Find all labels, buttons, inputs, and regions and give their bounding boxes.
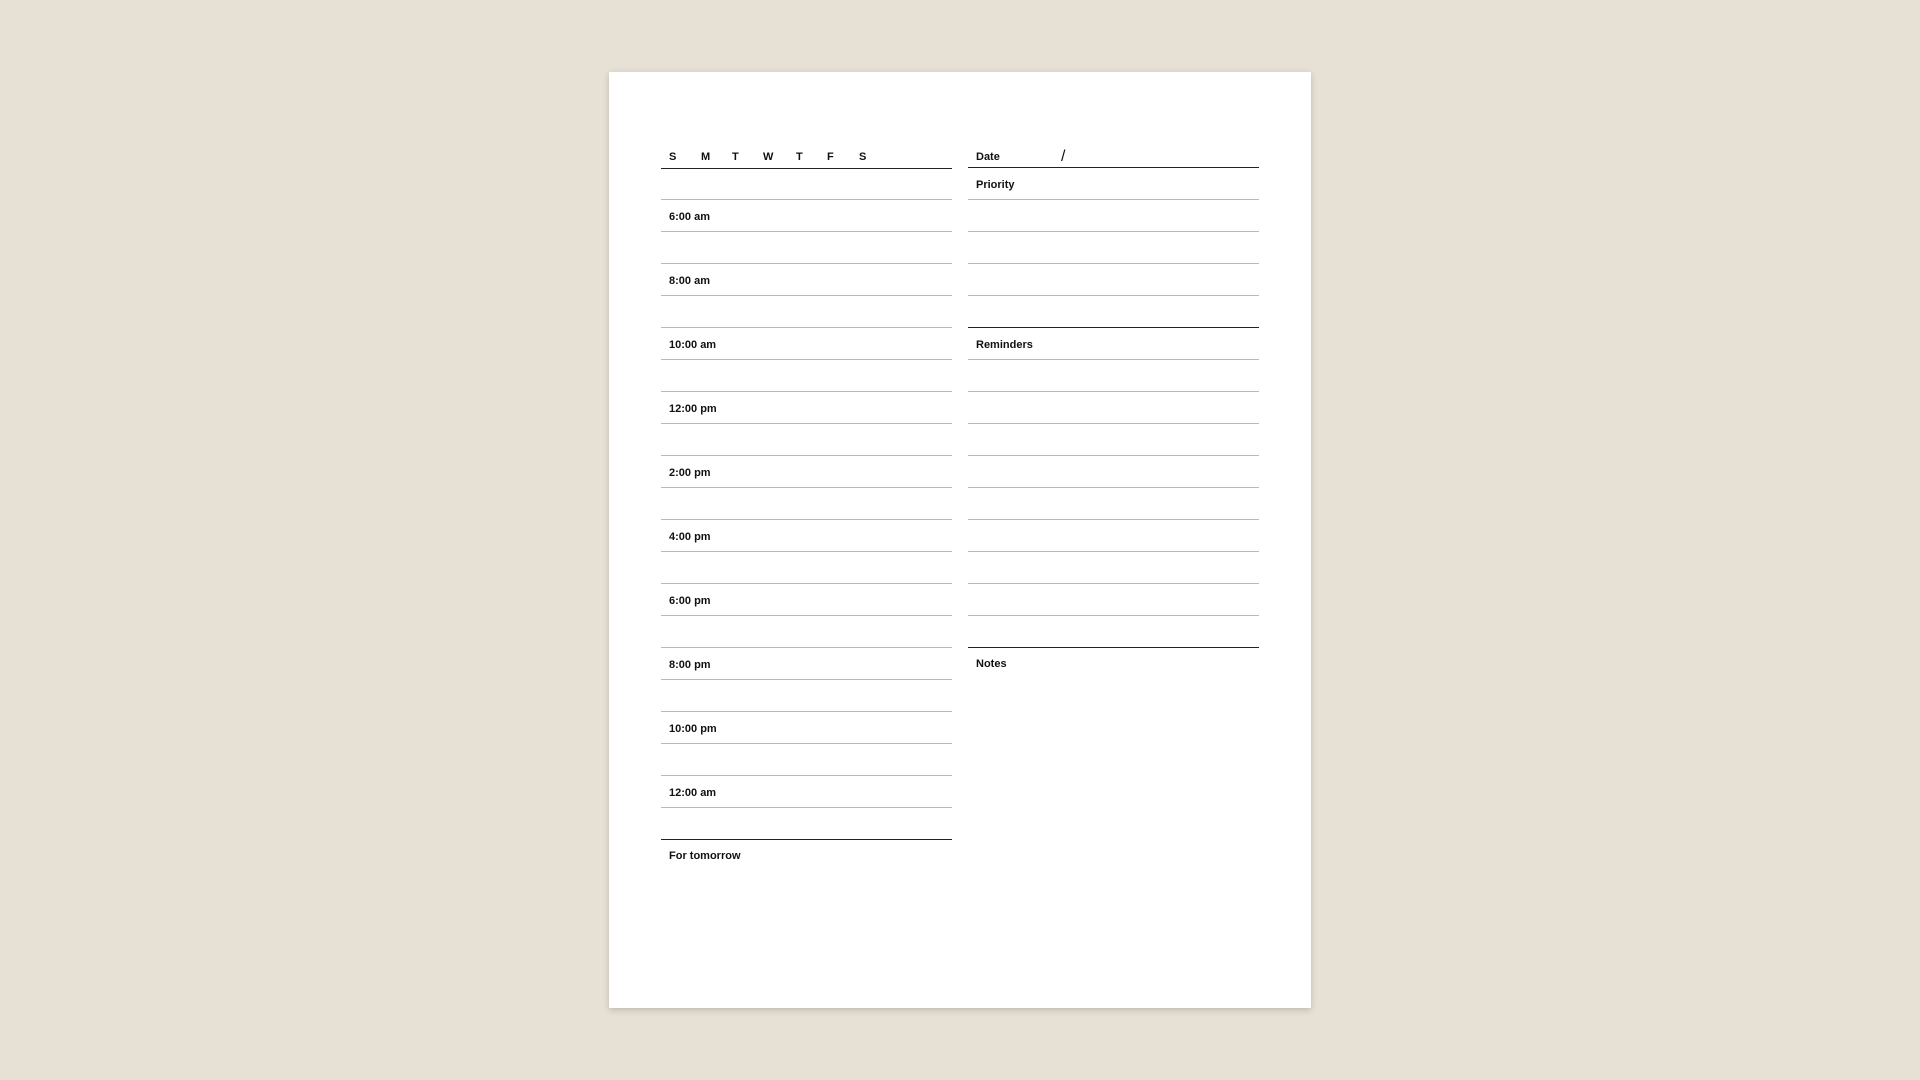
reminder-line[interactable] <box>968 456 1259 488</box>
for-tomorrow-label: For tomorrow <box>669 850 741 862</box>
time-label: 8:00 am <box>669 275 710 287</box>
time-slot-row[interactable] <box>661 776 952 808</box>
time-label: 6:00 pm <box>669 595 711 607</box>
weekday-sun[interactable]: S <box>669 151 677 163</box>
time-label: 10:00 pm <box>669 723 717 735</box>
reminder-line[interactable] <box>968 616 1259 648</box>
time-label: 2:00 pm <box>669 467 711 479</box>
schedule-line[interactable] <box>661 616 952 648</box>
schedule-line[interactable] <box>661 168 952 200</box>
schedule-line[interactable] <box>661 744 952 776</box>
weekday-header <box>661 136 952 169</box>
priority-line[interactable] <box>968 200 1259 232</box>
time-label: 8:00 pm <box>669 659 711 671</box>
schedule-line[interactable] <box>661 488 952 520</box>
schedule-line[interactable] <box>661 296 952 328</box>
schedule-line[interactable] <box>661 552 952 584</box>
weekday-wed[interactable]: W <box>763 151 774 163</box>
time-slot-row[interactable] <box>661 392 952 424</box>
reminder-line[interactable] <box>968 392 1259 424</box>
date-field[interactable] <box>968 136 1259 168</box>
weekday-mon[interactable]: M <box>701 151 711 163</box>
date-label: Date <box>976 151 1000 163</box>
reminder-line[interactable] <box>968 488 1259 520</box>
weekday-thu[interactable]: T <box>796 151 803 163</box>
schedule-line[interactable] <box>661 232 952 264</box>
priority-header-row <box>968 168 1259 200</box>
reminder-line[interactable] <box>968 520 1259 552</box>
time-slot-row[interactable] <box>661 200 952 232</box>
weekday-fri[interactable]: F <box>827 151 834 163</box>
time-slot-row[interactable] <box>661 584 952 616</box>
schedule-line[interactable] <box>661 808 952 840</box>
time-label: 12:00 am <box>669 787 717 799</box>
reminder-line[interactable] <box>968 424 1259 456</box>
time-label: 4:00 pm <box>669 531 711 543</box>
time-label: 6:00 am <box>669 211 710 223</box>
planner-page <box>609 72 1311 1008</box>
notes-area[interactable] <box>968 676 1259 956</box>
time-slot-row[interactable] <box>661 712 952 744</box>
schedule-line[interactable] <box>661 424 952 456</box>
schedule-line[interactable] <box>661 360 952 392</box>
weekday-sat[interactable]: S <box>859 151 867 163</box>
time-slot-row[interactable] <box>661 648 952 680</box>
priority-line[interactable] <box>968 264 1259 296</box>
time-slot-row[interactable] <box>661 328 952 360</box>
priority-line[interactable] <box>968 232 1259 264</box>
date-separator: / <box>1061 148 1066 165</box>
time-slot-row[interactable] <box>661 264 952 296</box>
schedule-line[interactable] <box>661 680 952 712</box>
reminders-header-row <box>968 328 1259 360</box>
time-label: 10:00 am <box>669 339 717 351</box>
time-slot-row[interactable] <box>661 456 952 488</box>
reminder-line[interactable] <box>968 584 1259 616</box>
priority-label: Priority <box>976 179 1015 191</box>
notes-label: Notes <box>976 658 1007 670</box>
weekday-tue[interactable]: T <box>732 151 739 163</box>
for-tomorrow-area[interactable] <box>661 868 952 988</box>
time-label: 12:00 pm <box>669 403 717 415</box>
priority-line[interactable] <box>968 296 1259 328</box>
reminders-label: Reminders <box>976 339 1033 351</box>
reminder-line[interactable] <box>968 360 1259 392</box>
reminder-line[interactable] <box>968 552 1259 584</box>
time-slot-row[interactable] <box>661 520 952 552</box>
